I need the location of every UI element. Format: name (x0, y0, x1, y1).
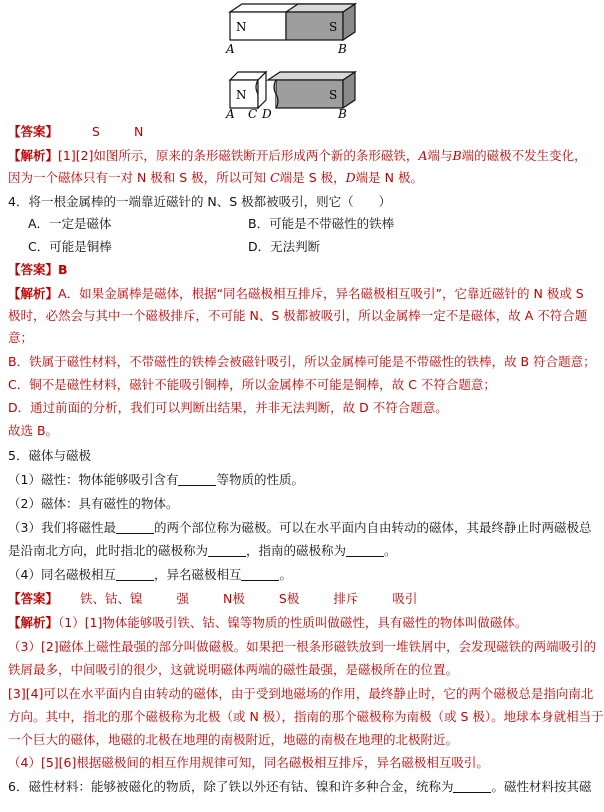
fig-bottom-d: D (262, 107, 272, 121)
q5-answer-4: S极 (278, 591, 300, 606)
q3-analysis-text: 端的磁极不发生变化， (461, 148, 587, 163)
magnet-figure (0, 0, 580, 120)
blank (208, 544, 246, 557)
q6-text: 。磁性材料按其磁 (491, 779, 592, 794)
q6-stem (8, 777, 592, 797)
q5-title: 5．磁体与磁极 (8, 448, 91, 463)
q3-answer-2: N (133, 124, 144, 139)
q5-analysis-line-6: 一个巨大的磁体，地磁的北极在地理的南极附近，地磁的南极在地理的北极附近。 (8, 732, 459, 747)
analysis-tag: 【解析】 (8, 286, 59, 301)
q4-option-a: A．一定是磁体 (28, 216, 112, 231)
blank (241, 568, 279, 581)
q5-analysis-line-5: 方向。其中，指北的那个磁极称为北极（或 N 极），指南的那个磁极称为南极（或 S 极）。地球本身就相当于 (8, 709, 604, 724)
analysis-tag: 【解析】 (8, 615, 59, 630)
var-b: B (452, 148, 462, 163)
q5-analysis-line-2: （3）[2]磁体上磁性最强的部分叫做磁极。如果把一根条形磁铁放到一堆铁屑中，会发现磁铁的两端吸引的 (8, 639, 597, 654)
q3-analysis-line-2 (8, 168, 574, 188)
q4-analysis-c: C．铜不是磁性材料，磁针不能吸引铜棒，所以金属棒不可能是铜棒，故 C 不符合题意； (8, 377, 496, 392)
fig-top-a: A (226, 42, 235, 56)
var-c: C (270, 170, 280, 185)
q5-answer-3: N极 (223, 591, 245, 606)
q5-text: （3）我们将磁性最 (8, 520, 116, 535)
q5-answer-5: 排斥 (333, 591, 359, 606)
q4-analysis-text: A．如果金属棒是磁体，根据“同名磁极相互排斥，异名磁极相互吸引”，它靠近磁针的 N 极或 S (58, 286, 584, 301)
q5-part-3-line-1 (8, 518, 592, 538)
q5-text: 。 (384, 543, 397, 558)
q4-stem: 4．将一根金属棒的一端靠近磁针的 N、S 极都被吸引，则它（ ） (8, 194, 392, 209)
fig-bottom-s: S (329, 88, 338, 102)
fig-top-s: S (329, 20, 338, 34)
q3-analysis-text: 端与 (427, 148, 453, 163)
q3-answer-1: S (92, 124, 100, 139)
var-a: A (418, 148, 428, 163)
blank (453, 780, 491, 793)
q4-analysis-d: D．通过前面的分析，我们可以判断出结果，并非无法判断，故 D 不符合题意。 (8, 400, 448, 415)
q5-part-3-line-2 (8, 541, 574, 561)
fig-bottom-n: N (236, 88, 247, 102)
q5-answer-2: 强 (176, 591, 190, 606)
q5-analysis-line-3: 铁屑最多，中间吸引的很少，这就说明磁体两端的磁性最强，是磁极所在的位置。 (8, 662, 459, 677)
q5-text: （1）磁性：物体能够吸引含有 (8, 472, 179, 487)
q5-analysis-text: （1）[1]物体能够吸引铁、钴、镍等物质的性质叫做磁性，具有磁性的物体叫做磁体。 (58, 615, 528, 630)
analysis-tag: 【解析】 (8, 148, 59, 163)
q5-text: 。 (279, 567, 292, 582)
q5-text: 是沿南北方向，此时指北的磁极称为 (8, 543, 209, 558)
var-d: D (345, 170, 356, 185)
blank (116, 521, 154, 534)
q5-analysis-line-1 (8, 613, 574, 633)
blank (346, 544, 384, 557)
blank (116, 568, 154, 581)
q5-answer-line (8, 589, 574, 609)
q5-text: 的两个部位称为磁极。可以在水平面内自由转动的磁体，其最终静止时两磁极总 (153, 520, 592, 535)
q5-text: 等物质的性质。 (216, 472, 304, 487)
q5-answer-1: 铁、钴、镍 (80, 591, 143, 606)
q5-text: ，异名磁极相互 (153, 567, 242, 582)
q4-conclusion: 故选 B。 (8, 423, 59, 438)
q3-analysis-text: 端是 N 极。 (355, 170, 423, 185)
q5-part-2: （2）磁体：具有磁性的物体。 (8, 496, 179, 511)
q5-analysis-line-7: （4）[5][6]根据磁极间的相互作用规律可知，同名磁极相互排斥，异名磁极相互吸引。 (8, 755, 489, 770)
q3-analysis-text: 端是 S 极， (279, 170, 346, 185)
q4-analysis-line-2: 极时，必然会与其中一个磁极排斥，不可能 N、S 极都被吸引，所以金属棒一定不是磁体，故 A 不符合题 (8, 308, 588, 323)
q5-text: （4）同名磁极相互 (8, 567, 116, 582)
q5-answer-6: 吸引 (392, 591, 418, 606)
q4-answer: 【答案】B (8, 262, 68, 277)
q3-analysis-text: 因为一个磁体只有一对 N 极和 S 极，所以可知 (8, 170, 271, 185)
q4-option-d: D．无法判断 (248, 239, 321, 254)
q4-analysis-b: B．铁属于磁性材料，不带磁性的铁棒会被磁针吸引，所以金属棒可能是不带磁性的铁棒，故 B 符合题意； (8, 354, 596, 369)
blank (178, 473, 216, 486)
q4-analysis-line-3: 意； (8, 330, 34, 345)
q6-text: 6．磁性材料：能够被磁化的物质，除了铁以外还有钴、镍和许多种合金，统称为 (8, 779, 454, 794)
q4-analysis-line-1 (8, 284, 584, 304)
q3-answer-line (8, 122, 574, 142)
answer-tag: 【答案】 (8, 591, 59, 606)
q4-option-c: C．可能是铜棒 (28, 239, 112, 254)
q5-text: ，指南的磁极称为 (246, 543, 347, 558)
q5-part-1 (8, 470, 574, 490)
q5-part-4 (8, 565, 574, 585)
fig-top-b: B (338, 42, 347, 56)
q5-analysis-line-4: [3][4]可以在水平面内自由转动的磁体，由于受到地磁场的作用，最终静止时，它的两个磁极总是指向南北 (8, 686, 594, 701)
fig-bottom-a: A (226, 107, 235, 121)
fig-top-n: N (236, 20, 247, 34)
q3-analysis-text: [1][2]如图所示，原来的条形磁铁断开后形成两个新的条形磁铁， (58, 148, 419, 163)
answer-tag: 【答案】 (8, 124, 59, 139)
fig-bottom-c: C (248, 107, 258, 121)
fig-bottom-b: B (338, 107, 347, 121)
q3-analysis-line-1 (8, 146, 587, 166)
q4-option-b: B．可能是不带磁性的铁棒 (248, 216, 395, 231)
